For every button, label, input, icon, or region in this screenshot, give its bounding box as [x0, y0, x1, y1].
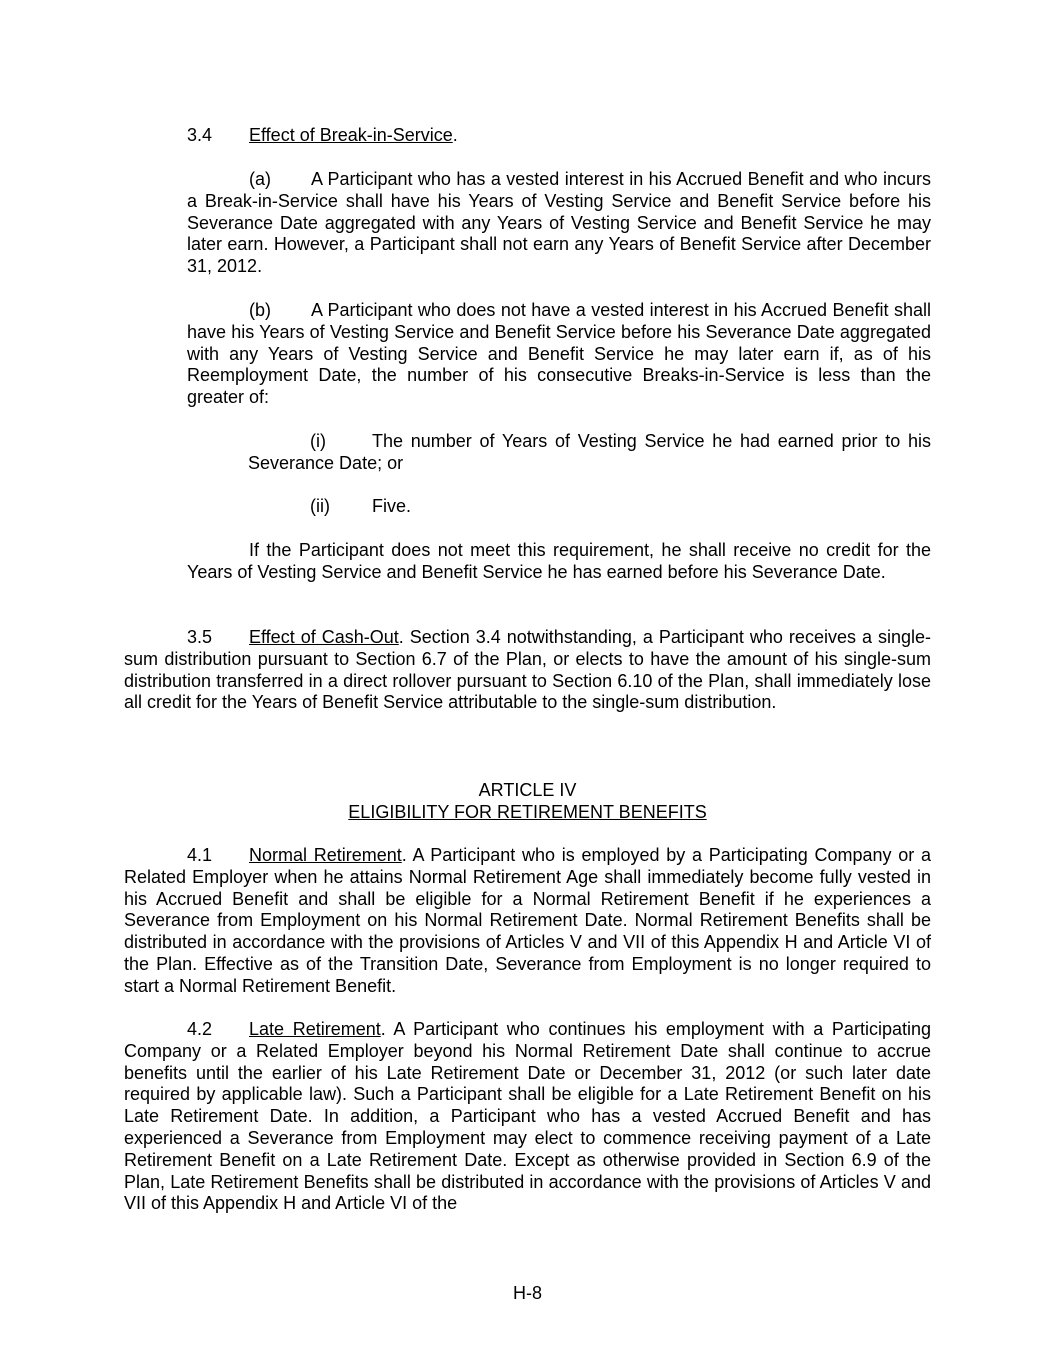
section-3-4-b — [187, 300, 931, 409]
section-title: Effect of Cash-Out — [249, 627, 399, 647]
section-number: 3.4 — [187, 125, 213, 145]
section-3-4-b-ii — [248, 496, 931, 518]
article-title-wrap — [124, 801, 931, 823]
clause-text: A Participant who has a vested interest in his Accrued Benefit and who incurs a Break-in-Service shall have his Years of Vesting Service and Benefit Service before his Severance Date aggregated with any Years of Vesting Service and Benefit Service he may later earn. However, a Participant shall not earn any Years of Benefit Service after December 31, 2012. — [187, 169, 931, 277]
section-number: 4.2 — [187, 1019, 213, 1039]
section-3-4-heading — [187, 125, 931, 147]
section-3-5 — [124, 627, 931, 714]
section-title-end: . — [452, 125, 458, 145]
subclause-label: (i) — [310, 431, 326, 451]
subclause-label: (ii) — [310, 496, 330, 516]
section-4-1 — [124, 845, 931, 998]
section-title: Normal Retirement — [249, 845, 402, 865]
clause-label: (a) — [249, 169, 271, 189]
section-title: Effect of Break-in-Service — [249, 125, 453, 145]
page-number: H-8 — [512, 1283, 542, 1303]
clause-text: A Participant who does not have a vested interest in his Accrued Benefit shall have his Years of Vesting Service and Benefit Service before his Severance Date aggregated with any Years of Vesting Service and Benefit Service he may later earn if, as of his Reemployment Date, the number of his consecutive Breaks-in-Service is less than the greater of: — [187, 300, 931, 408]
section-title: Late Retirement — [249, 1019, 381, 1039]
section-4-2 — [124, 1019, 931, 1215]
section-number: 3.5 — [187, 627, 213, 647]
section-text: . A Participant who continues his employment with a Participating Company or a Related Employer beyond his Normal Retirement Date shall continue to accrue benefits until the earlier of his Late Retirement Date or December 31, 2012 (or such later date required by applicable law). Such a Participant shall be eligible for a Late Retirement Benefit on his Late Retirement Date. In addition, a Participant who has a vested Accrued Benefit and has experienced a Severance from Employment may elect to commence receiving payment of a Late Retirement Benefit on a Late Retirement Date. Except as otherwise provided in Section 6.9 of the Plan, Late Retirement Benefits shall be distributed in accordance with the provisions of Articles V and VII of this Appendix H and Article VI of the — [124, 1019, 931, 1214]
section-text: . Section 3.4 notwithstanding, a Participant who receives a single-sum distribution pursuant to Section 6.7 of the Plan, or elects to have the amount of his single-sum distribution transferred in a direct rollover pursuant to Section 6.10 of the Plan, shall immediately lose all credit for the Years of Benefit Service attributable to the single-sum distribution. — [124, 627, 931, 713]
article-title: ELIGIBILITY FOR RETIREMENT BENEFITS — [348, 802, 707, 822]
section-number: 4.1 — [187, 845, 213, 865]
section-text: . A Participant who is employed by a Participating Company or a Related Employer when he attains Normal Retirement Age shall immediately become fully vested in his Accrued Benefit and shall be eligible for a Normal Retirement Benefit if he experiences a Severance from Employment on his Normal Retirement Date. Normal Retirement Benefits shall be distributed in accordance with the provisions of Articles V and VII of this Appendix H and Article VI of the Plan. Effective as of the Transition Date, Severance from Employment is no longer required to start a Normal Retirement Benefit. — [124, 845, 931, 996]
clause-label: (b) — [249, 300, 271, 320]
section-3-4-b-i — [248, 431, 931, 475]
subclause-text: The number of Years of Vesting Service he had earned prior to his Severance Date; or — [248, 431, 931, 473]
subclause-text: Five. — [372, 496, 412, 516]
section-3-4-a — [187, 169, 931, 278]
article-number: ARTICLE IV — [478, 780, 577, 800]
section-3-4-closing: If the Participant does not meet this requirement, he shall receive no credit for the Years of Vesting Service and Benefit Service he has earned before his Severance Date. — [187, 540, 931, 582]
